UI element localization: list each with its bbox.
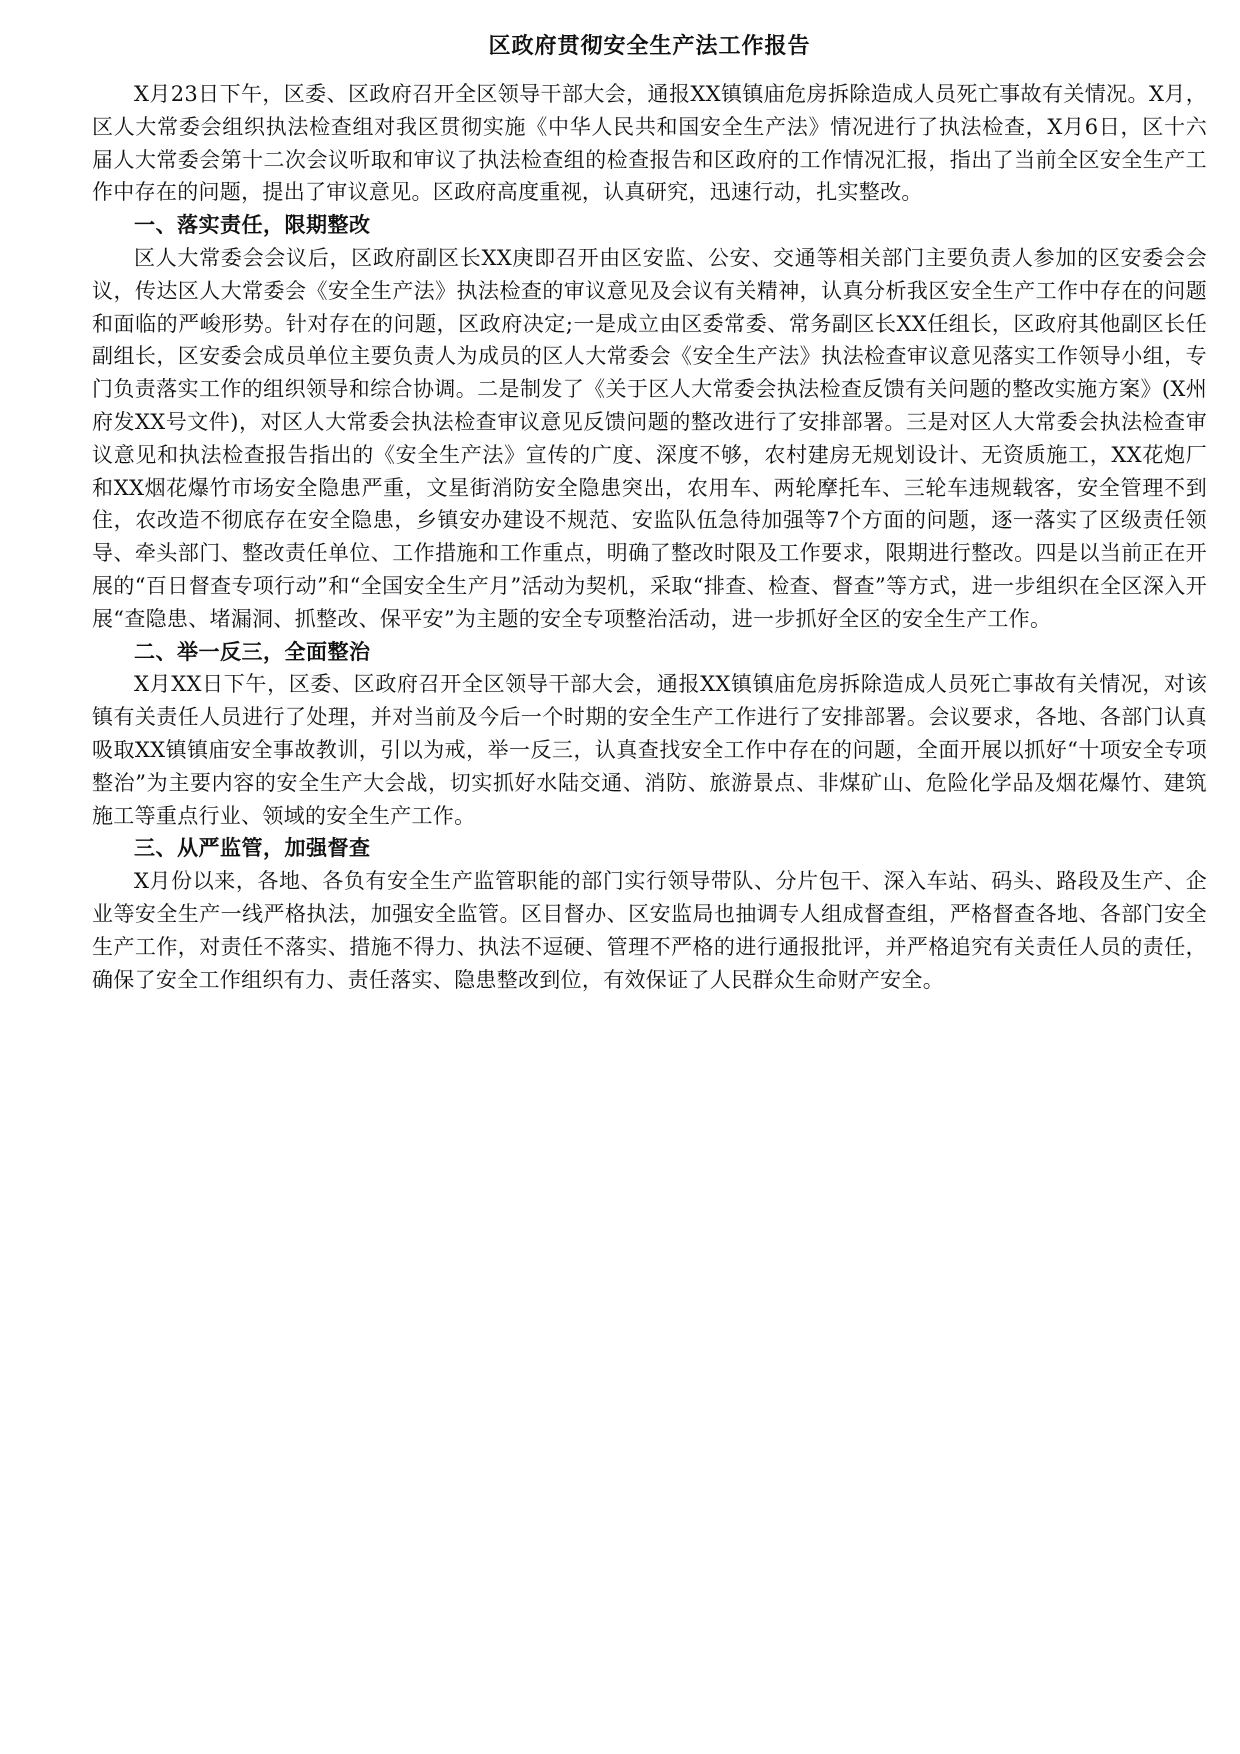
section-heading: 三、从严监管，加强督查 bbox=[134, 836, 371, 861]
intro-paragraph: X月23日下午，区委、区政府召开全区领导干部大会，通报XX镇镇庙危房拆除造成人员死亡事故有关情况。X月，区人大常委会组织执法检查组对我区贯彻实施《中华人民共和国安全生产法》情况进行了执法检查，X月6日，区十六届人大常委会第十二次会议听取和审议了执法检查组的检查报告和区政府的工作情况汇报，指出了当前全区安全生产工作中存在的问题，提出了审议意见。区政府高度重视，认真研究，迅速行动，扎实整改。 bbox=[92, 82, 1207, 205]
section-heading: 二、举一反三，全面整治 bbox=[134, 639, 371, 664]
section-body: 区人大常委会会议后，区政府副区长XX庚即召开由区安监、公安、交通等相关部门主要负责人参加的区安委会会议，传达区人大常委会《安全生产法》执法检查的审议意见及会议有关精神，认真分析我区安全生产工作中存在的问题和面临的严峻形势。针对存在的问题，区政府决定;一是成立由区委常委、常务副区长XX任组长，区政府其他副区长任副组长，区安委会成员单位主要负责人为成员的区人大常委会《安全生产法》执法检查审议意见落实工作领导小组，专门负责落实工作的组织领导和综合协调。二是制发了《关于区人大常委会执法检查反馈有关问题的整改实施方案》(X州府发XX号文件)，对区人大常委会执法检查审议意见反馈问题的整改进行了安排部署。三是对区人大常委会执法检查审议意见和执法检查报告指出的《安全生产法》宣传的广度、深度不够，农村建房无规划设计、无资质施工，XX花炮厂和XX烟花爆竹市场安全隐患严重，文星街消防安全隐患突出，农用车、两轮摩托车、三轮车违规载客，安全管理不到住，农改造不彻底存在安全隐患，乡镇安办建设不规范、安监队伍急待加强等7个方面的问题，逐一落实了区级责任领导、牵头部门、整改责任单位、工作措施和工作重点，明确了整改时限及工作要求，限期进行整改。四是以当前正在开展的“百日督查专项行动”和“全国安全生产月”活动为契机，采取“排查、检查、督查”等方式，进一步组织在全区深入开展“查隐患、堵漏洞、抓整改、保平安”为主题的安全专项整治活动，进一步抓好全区的安全生产工作。 bbox=[92, 245, 1207, 631]
section-1 bbox=[92, 209, 1207, 635]
document-title: 区政府贯彻安全生产法工作报告 bbox=[488, 34, 811, 59]
section-3 bbox=[92, 832, 1207, 996]
document-page bbox=[92, 30, 1207, 996]
section-body: X月份以来，各地、各负有安全生产监管职能的部门实行领导带队、分片包干、深入车站、码头、路段及生产、企业等安全生产一线严格执法，加强安全监管。区目督办、区安监局也抽调专人组成督查组，严格督查各地、各部门安全生产工作，对责任不落实、措施不得力、执法不逗硬、管理不严格的进行通报批评，并严格追究有关责任人员的责任，确保了安全工作组织有力、责任落实、隐患整改到位，有效保证了人民群众生命财产安全。 bbox=[92, 869, 1207, 992]
section-heading: 一、落实责任，限期整改 bbox=[134, 213, 371, 238]
section-body: X月XX日下午，区委、区政府召开全区领导干部大会，通报XX镇镇庙危房拆除造成人员死亡事故有关情况，对该镇有关责任人员进行了处理，并对当前及今后一个时期的安全生产工作进行了安排部署。会议要求，各地、各部门认真吸取XX镇镇庙安全事故教训，引以为戒，举一反三，认真查找安全工作中存在的问题，全面开展以抓好“十项安全专项整治”为主要内容的安全生产大会战，切实抓好水陆交通、消防、旅游景点、非煤矿山、危险化学品及烟花爆竹、建筑施工等重点行业、领域的安全生产工作。 bbox=[92, 672, 1207, 828]
section-2 bbox=[92, 636, 1207, 833]
